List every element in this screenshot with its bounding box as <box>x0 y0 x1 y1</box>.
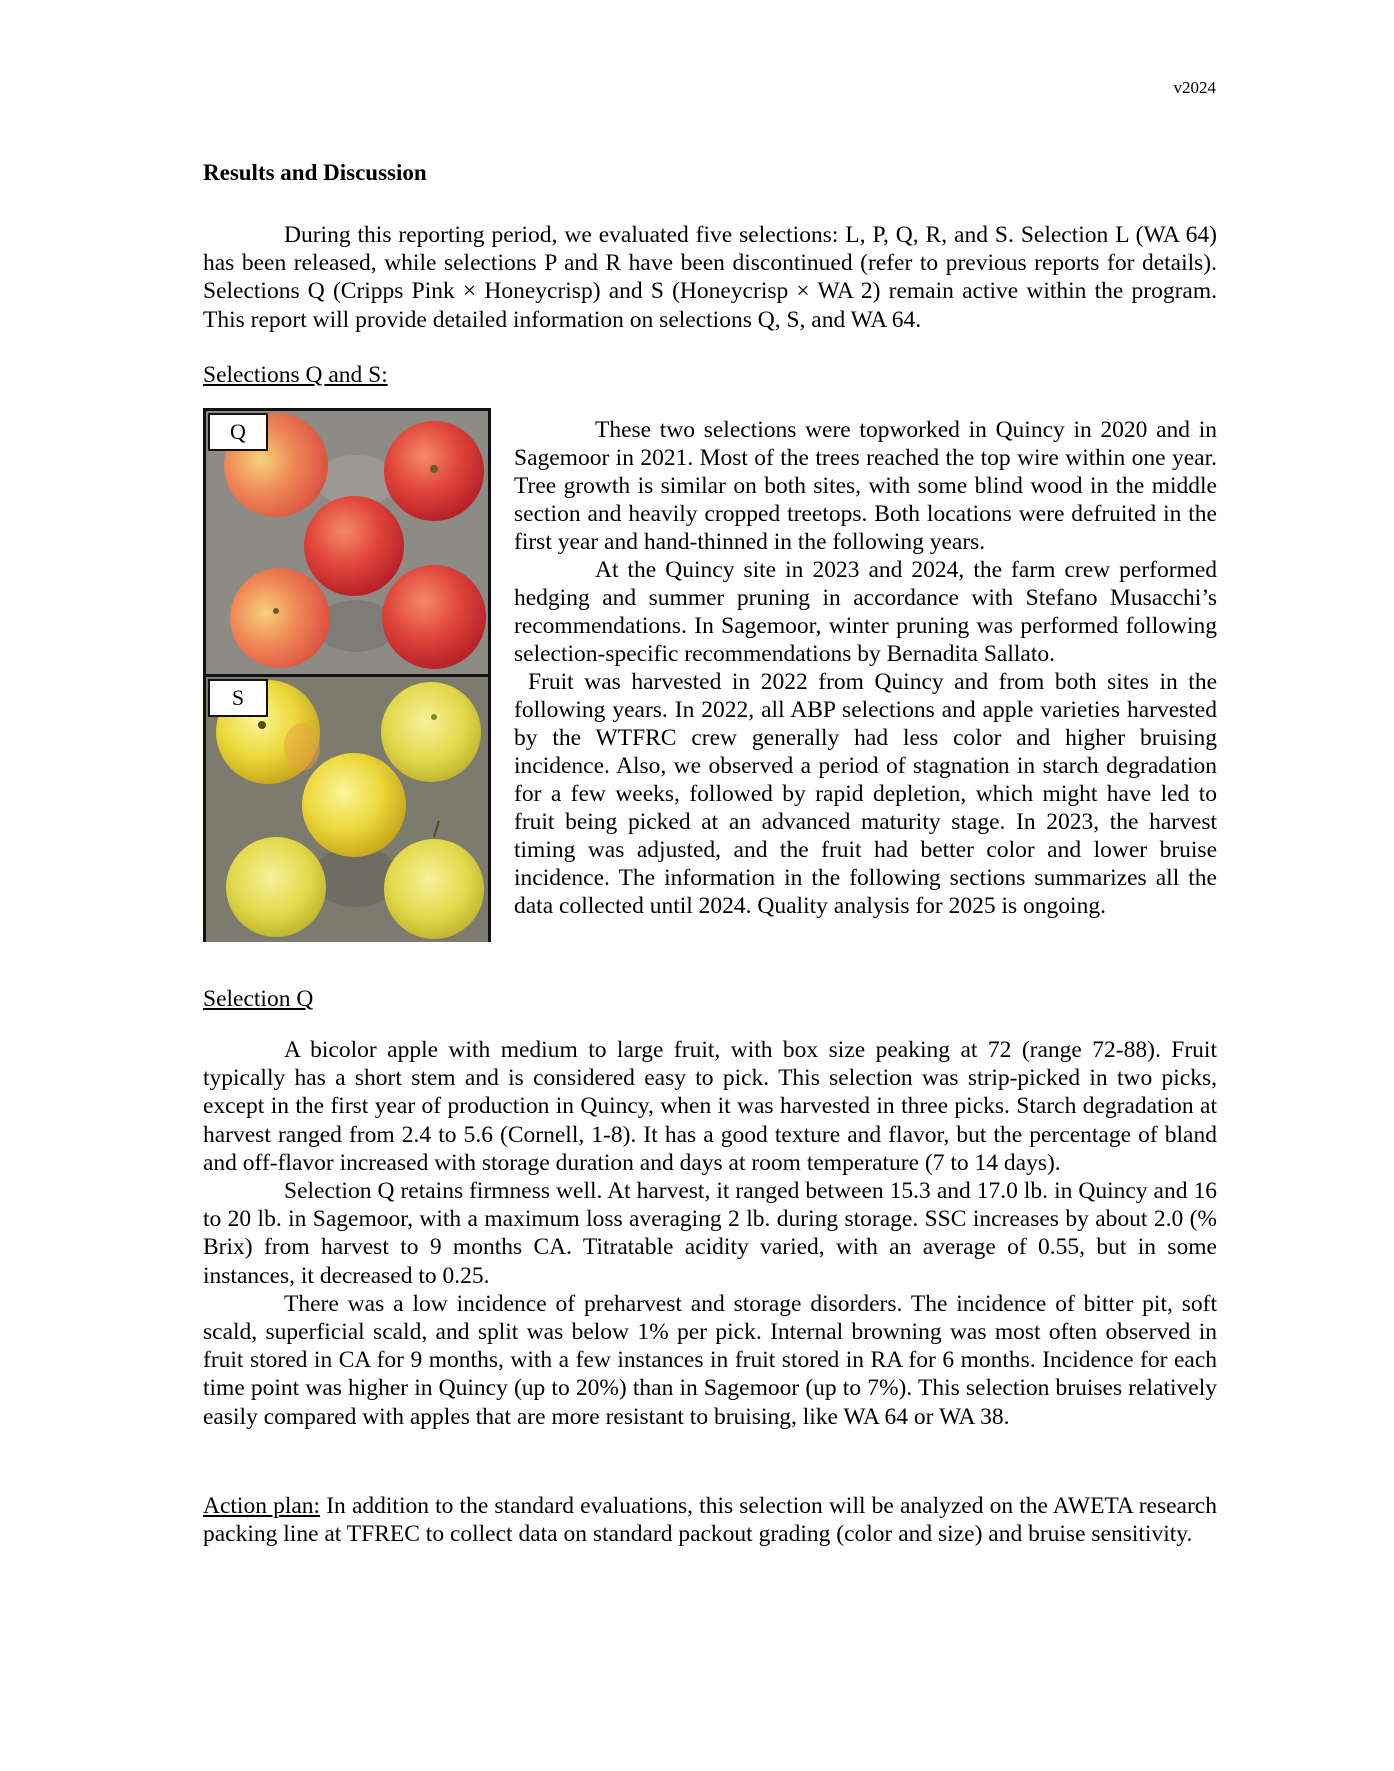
selection-q-paragraph: A bicolor apple with medium to large fruit, with box size peaking at 72 (range 72-88). Fruit typically has a short stem and is considered easy to pick. This selection was strip-picked in two picks, except in the first year of production in Quincy, when it was harvested in three picks. Starch degradation at harvest ranged from 2.4 to 5.6 (Cornell, 1-8). It has a good texture and flavor, but the percentage of bland and off-flavor increased with storage duration and days at room temperature (7 to 14 days). <box>203 1037 1217 1176</box>
selections-qs-text <box>514 416 1217 920</box>
action-plan-paragraph <box>203 1492 1217 1548</box>
selection-q-text <box>203 1036 1217 1431</box>
version-label: v2024 <box>1173 78 1216 97</box>
selections-qs-paragraph: Fruit was harvested in 2022 from Quincy and from both sites in the following years. In 2022, all ABP selections and apple varieties harvested by the WTFRC crew generally had less color and higher bruising incidence. Also, we observed a period of stagnation in starch degradation for a few weeks, followed by rapid depletion, which might have led to fruit being picked at an advanced maturity stage. In 2023, the harvest timing was adjusted, and the fruit had better color and lower bruise incidence. The information in the following sections summarizes all the data collected until 2024. Quality analysis for 2025 is ongoing. <box>514 669 1217 919</box>
photo-label-s: S <box>208 679 268 717</box>
selection-q-paragraph: Selection Q retains firmness well. At harvest, it ranged between 15.3 and 17.0 lb. in Quincy and 16 to 20 lb. in Sagemoor, with a maximum loss averaging 2 lb. during storage. SSC increases by about 2.0 (% Brix) from harvest to 9 months CA. Titratable acidity varied, with an average of 0.55, but in some instances, it decreased to 0.25. <box>203 1178 1217 1289</box>
intro-paragraph: During this reporting period, we evaluated five selections: L, P, Q, R, and S. Selection L (WA 64) has been released, while selections P and R have been discontinued (refer to previous reports for details). Selections Q (Cripps Pink × Honeycrisp) and S (Honeycrisp × WA 2) remain active within the program. This report will provide detailed information on selections Q, S, and WA 64. <box>203 222 1217 333</box>
action-plan-label: Action plan: <box>203 1493 321 1519</box>
selection-q-paragraph: There was a low incidence of preharvest and storage disorders. The incidence of bitter pit, soft scald, superficial scald, and split was below 1% per pick. Internal browning was most often observed in fruit stored in CA for 9 months, with a few instances in fruit stored in RA for 6 months. Incidence for each time point was higher in Quincy (up to 20%) than in Sagemoor (up to 7%). This selection bruises relatively easily compared with apples that are more resistant to bruising, like WA 64 or WA 38. <box>203 1290 1217 1430</box>
selections-qs-paragraph: At the Quincy site in 2023 and 2024, the farm crew performed hedging and summer pruning in accordance with Stefano Musacchi’s recommendations. In Sagemoor, winter pruning was performed following selection-specific recommendations by Bernadita Sallato. <box>514 557 1217 667</box>
apple-photo <box>203 408 491 942</box>
photo-label-q: Q <box>208 413 268 451</box>
selection-q-subheading: Selection Q <box>203 986 314 1012</box>
selections-qs-paragraph: These two selections were topworked in Quincy in 2020 and in Sagemoor in 2021. Most of the trees reached the top wire within one year. Tree growth is similar on both sites, with some blind wood in the middle section and heavily cropped treetops. Both locations were defruited in the first year and hand-thinned in the following years. <box>514 417 1217 555</box>
selection-s-photo <box>206 674 488 942</box>
selection-q-photo <box>206 411 488 674</box>
action-plan-text: In addition to the standard evaluations, this selection will be analyzed on the AWETA research packing line at TFREC to collect data on standard packout grading (color and size) and bruise sensitivity. <box>203 1493 1217 1548</box>
section-title: Results and Discussion <box>203 160 427 185</box>
selections-qs-subheading: Selections Q and S: <box>203 362 388 388</box>
